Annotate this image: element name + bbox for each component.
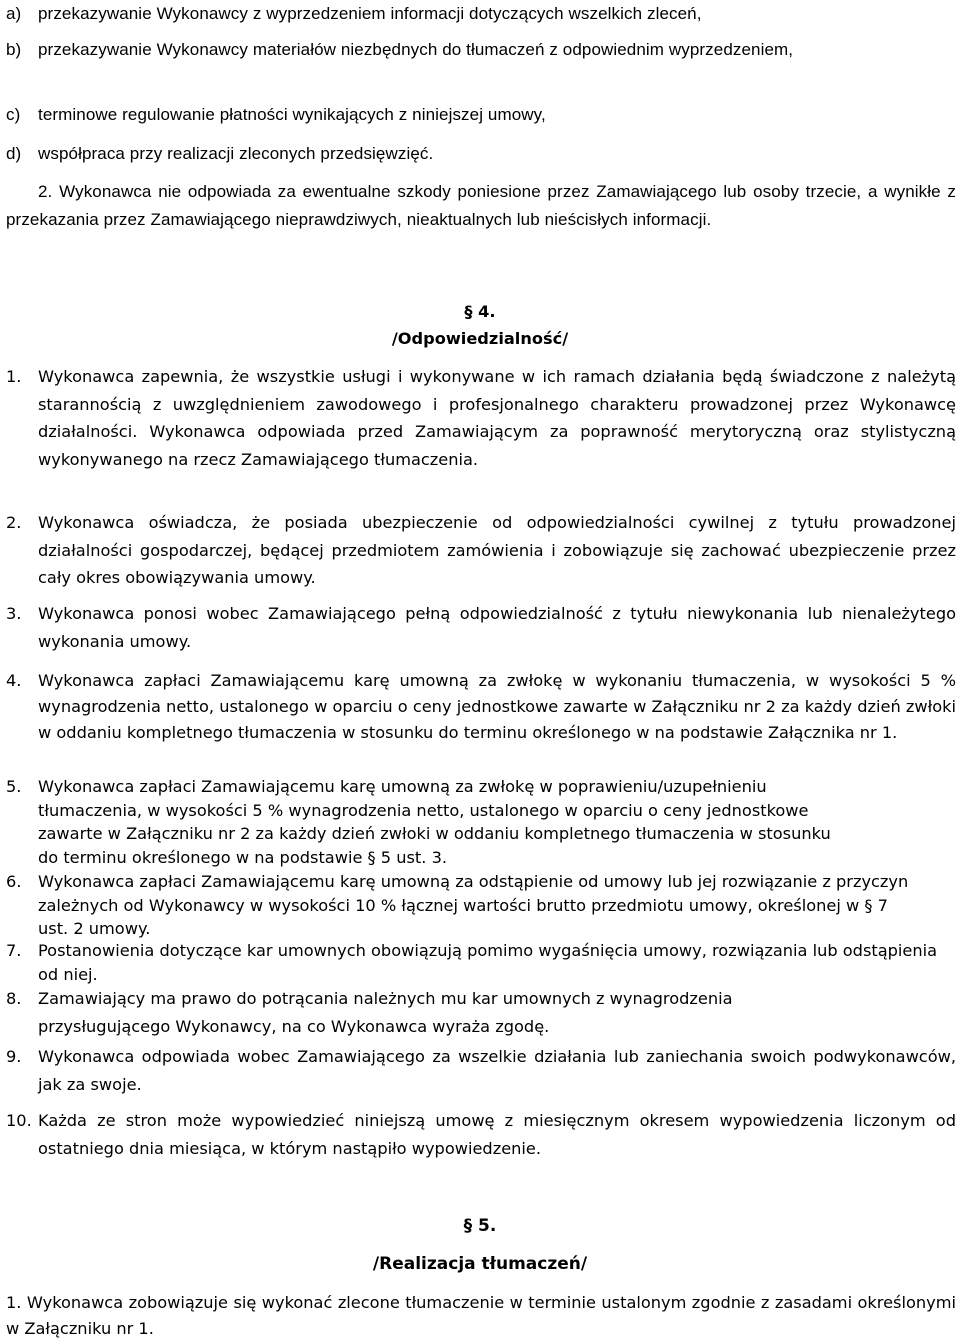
list-item [6, 985, 956, 1040]
list-text: Wykonawca zapłaci Zamawiającemu karę umowną za zwłokę w poprawieniu/uzupełnieniu tłumaczenia, w wysokości 5 % wynagrodzenia netto, ustalonego w oparciu o ceny jednostkowe zawarte w Załączniku nr 2 za każdy dzień zwłoki w oddaniu kompletnego tłumaczenia w stosunku do terminu określonego w na podstawie § 5 ust. 3. [38, 777, 831, 867]
list-marker: 9. [6, 1047, 22, 1066]
list-marker: 6. [6, 872, 22, 891]
list-marker: 4. [6, 671, 22, 690]
list-marker: 2. [6, 513, 22, 532]
list-text: terminowe regulowanie płatności wynikających z niniejszej umowy, [38, 105, 546, 124]
list-marker: a) [6, 4, 22, 23]
list-text: Wykonawca oświadcza, że posiada ubezpieczenie od odpowiedzialności cywilnej z tytułu prowadzonej działalności gospodarczej, będącej przedmiotem zamówienia i zobowiązuje się zachować ubezpieczenie przez cały okres obowiązywania umowy. [38, 513, 956, 587]
list-text: Wykonawca odpowiada wobec Zamawiającego za wszelkie działania lub zaniechania swoich podwykonawców, jak za swoje. [38, 1047, 956, 1094]
list-text: współpraca przy realizacji zleconych przedsięwzięć. [38, 144, 434, 163]
section-number: § 5. [463, 1216, 497, 1236]
list-marker: 1. [6, 367, 22, 386]
section-title: /Odpowiedzialność/ [391, 329, 569, 348]
list-item [6, 1290, 956, 1342]
list-marker: 8. [6, 989, 22, 1008]
list-item [6, 363, 956, 473]
list-text: Postanowienia dotyczące kar umownych obowiązują pomimo wygaśnięcia umowy, rozwiązania lub odstąpienia od niej. [38, 941, 938, 984]
list-text: przekazywanie Wykonawcy materiałów niezbędnych do tłumaczeń z odpowiednim wyprzedzeniem, [38, 40, 794, 59]
list-item [6, 939, 956, 986]
list-item [6, 1107, 956, 1162]
list-marker: b) [6, 40, 22, 59]
list-text: przekazywanie Wykonawcy z wyprzedzeniem informacji dotyczących wszelkich zleceń, [38, 4, 702, 23]
list-text: Wykonawca zobowiązuje się wykonać zlecone tłumaczenie w terminie ustalonym zgodnie z zasadami określonymi w Załączniku nr 1. [6, 1293, 956, 1338]
paragraph: 2. Wykonawca nie odpowiada za ewentualne szkody poniesione przez Zamawiającego lub osoby trzecie, a wynikłe z przekazania przez Zamawiającego nieprawdziwych, nieaktualnych lub nieścisłych informacji. [6, 182, 956, 229]
list-text: Zamawiający ma prawo do potrącania należnych mu kar umownych z wynagrodzenia przysługującego Wykonawcy, na co Wykonawca wyraża zgodę. [38, 989, 733, 1036]
list-item [6, 870, 956, 941]
list-item [6, 140, 956, 168]
list-marker: 1. [6, 1293, 22, 1312]
list-item [6, 600, 956, 655]
list-item [6, 36, 956, 64]
list-item [6, 101, 956, 129]
list-item [6, 509, 956, 592]
list-marker: 10. [6, 1111, 32, 1130]
list-marker: 5. [6, 777, 22, 796]
section-number: § 4. [464, 302, 496, 321]
list-marker: 7. [6, 941, 22, 960]
list-marker: d) [6, 144, 22, 163]
list-item [6, 1043, 956, 1098]
list-item [6, 668, 956, 746]
list-text: Każda ze stron może wypowiedzieć niniejszą umowę z miesięcznym okresem wypowiedzenia liczonym od ostatniego dnia miesiąca, w którym nastąpiło wypowiedzenie. [38, 1111, 956, 1158]
list-marker: 3. [6, 604, 22, 623]
list-item [6, 775, 956, 869]
list-text: Wykonawca zapewnia, że wszystkie usługi i wykonywane w ich ramach działania będą świadczone z należytą starannością z uwzględnieniem zawodowego i profesjonalnego charakteru prowadzonej przez Wykonawcę działalności. Wykonawca odpowiada przed Zamawiającym za poprawność merytoryczną oraz stylistyczną wykonywanego na rzecz Zamawiającego tłumaczenia. [38, 367, 956, 469]
list-marker: c) [6, 105, 21, 124]
list-item [6, 0, 956, 28]
list-text: Wykonawca zapłaci Zamawiającemu karę umowną za zwłokę w wykonaniu tłumaczenia, w wysokości 5 % wynagrodzenia netto, ustalonego w oparciu o ceny jednostkowe zawarte w Załączniku nr 2 za każdy dzień zwłoki w oddaniu kompletnego tłumaczenia w stosunku do terminu określonego w na podstawie Załącznika nr 1. [38, 671, 956, 742]
list-text: Wykonawca ponosi wobec Zamawiającego pełną odpowiedzialność z tytułu niewykonania lub nienależytego wykonania umowy. [38, 604, 956, 651]
list-text: Wykonawca zapłaci Zamawiającemu karę umowną za odstąpienie od umowy lub jej rozwiązanie z przyczyn zależnych od Wykonawcy w wysokości 10 % łącznej wartości brutto przedmiotu umowy, określonej w § 7 ust. 2 umowy. [38, 872, 909, 938]
section-title: /Realizacja tłumaczeń/ [372, 1254, 588, 1274]
